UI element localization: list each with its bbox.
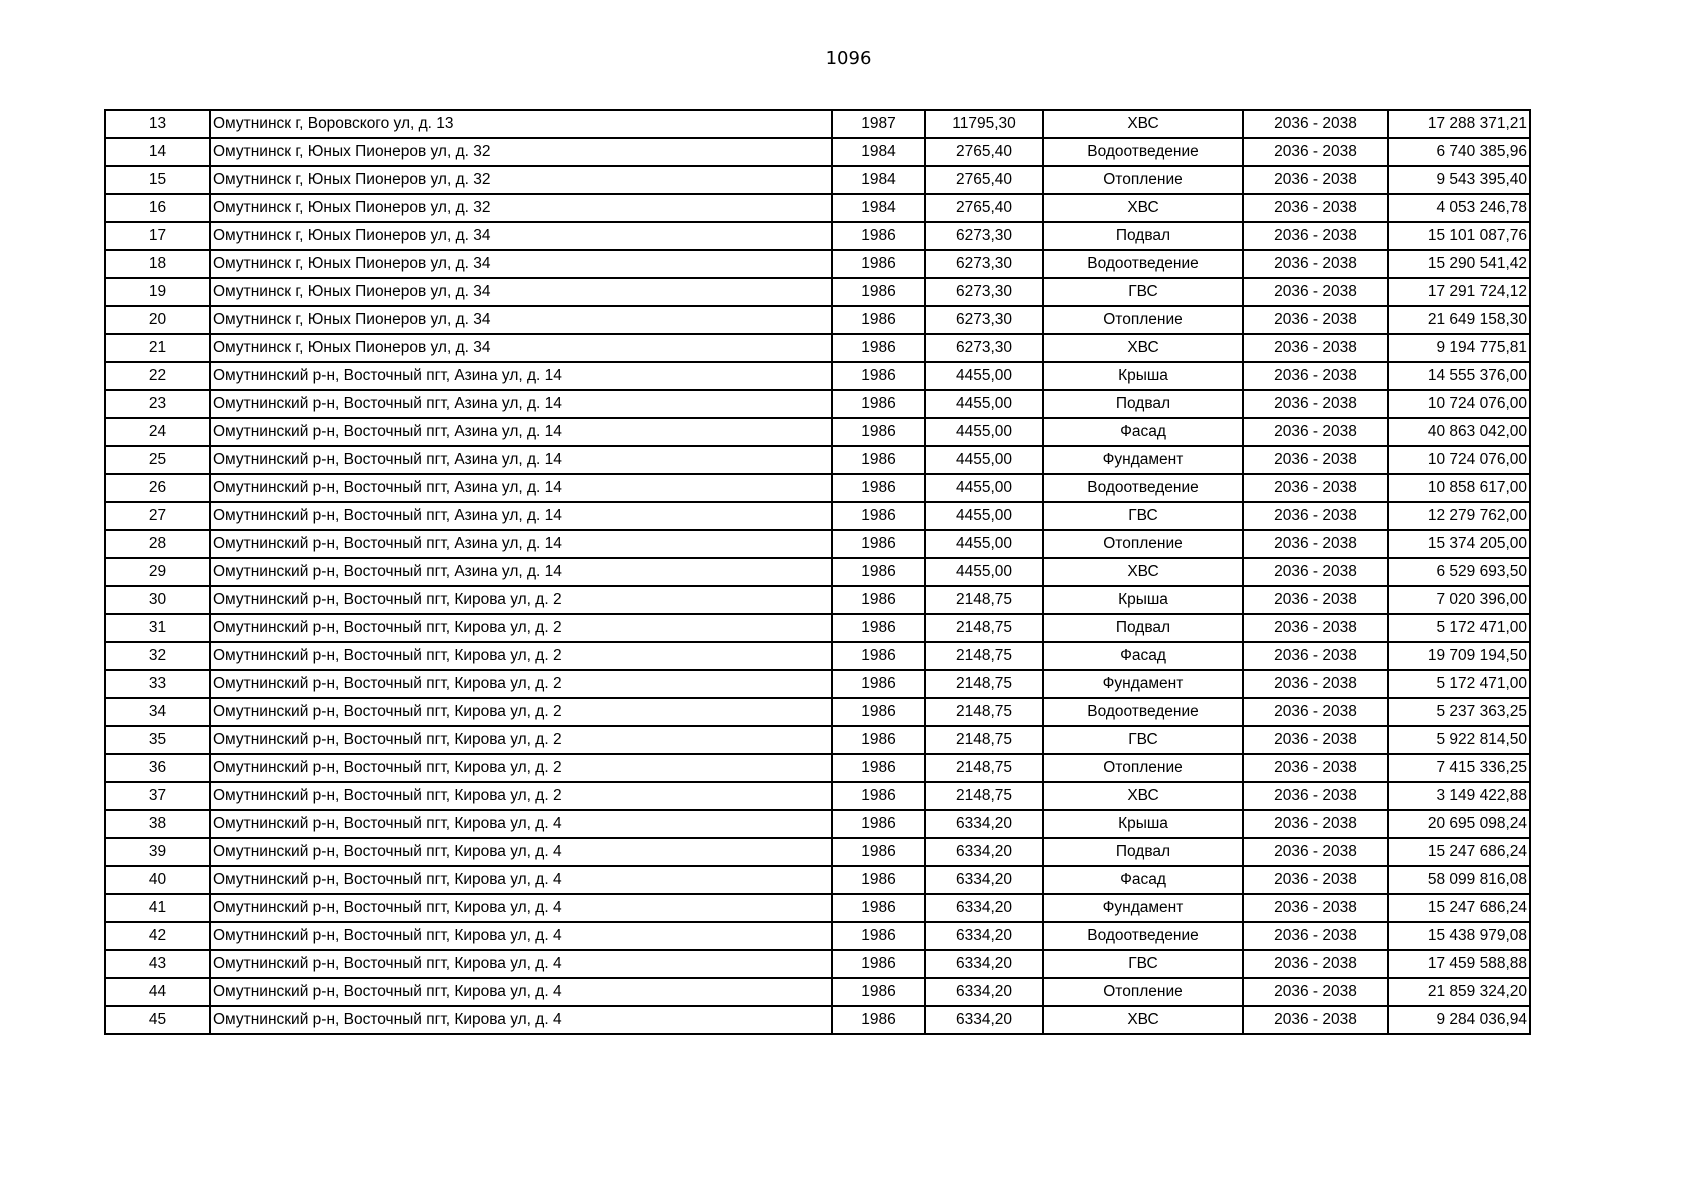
period-cell: 2036 - 2038: [1243, 614, 1388, 642]
work-type-cell: Крыша: [1043, 586, 1243, 614]
area-cell: 4455,00: [925, 418, 1043, 446]
work-type-cell: Отопление: [1043, 978, 1243, 1006]
area-cell: 2765,40: [925, 138, 1043, 166]
table-row: [105, 866, 1530, 894]
row-number-cell: 24: [105, 418, 210, 446]
table-row: [105, 334, 1530, 362]
year-cell: 1986: [832, 558, 925, 586]
address-cell: Омутнинский р-н, Восточный пгт, Кирова ул, д. 4: [210, 894, 832, 922]
year-cell: 1986: [832, 222, 925, 250]
page-number: 1096: [825, 48, 872, 69]
cost-cell: 17 459 588,88: [1388, 950, 1530, 978]
area-cell: 4455,00: [925, 362, 1043, 390]
cost-cell: 15 247 686,24: [1388, 838, 1530, 866]
address-cell: Омутнинский р-н, Восточный пгт, Азина ул, д. 14: [210, 418, 832, 446]
table-row: [105, 390, 1530, 418]
period-cell: 2036 - 2038: [1243, 362, 1388, 390]
row-number-cell: 37: [105, 782, 210, 810]
address-cell: Омутнинск г, Юных Пионеров ул, д. 34: [210, 334, 832, 362]
year-cell: 1986: [832, 670, 925, 698]
period-cell: 2036 - 2038: [1243, 950, 1388, 978]
period-cell: 2036 - 2038: [1243, 894, 1388, 922]
table-row: [105, 838, 1530, 866]
period-cell: 2036 - 2038: [1243, 334, 1388, 362]
cost-cell: 20 695 098,24: [1388, 810, 1530, 838]
year-cell: 1986: [832, 642, 925, 670]
period-cell: 2036 - 2038: [1243, 502, 1388, 530]
row-number-cell: 15: [105, 166, 210, 194]
table-row: [105, 306, 1530, 334]
period-cell: 2036 - 2038: [1243, 866, 1388, 894]
cost-cell: 6 529 693,50: [1388, 558, 1530, 586]
row-number-cell: 28: [105, 530, 210, 558]
cost-cell: 5 172 471,00: [1388, 670, 1530, 698]
area-cell: 6334,20: [925, 866, 1043, 894]
cost-cell: 9 543 395,40: [1388, 166, 1530, 194]
period-cell: 2036 - 2038: [1243, 922, 1388, 950]
cost-cell: 5 237 363,25: [1388, 698, 1530, 726]
table-row: [105, 502, 1530, 530]
year-cell: 1986: [832, 446, 925, 474]
row-number-cell: 16: [105, 194, 210, 222]
area-cell: 2148,75: [925, 614, 1043, 642]
row-number-cell: 13: [105, 110, 210, 138]
table-row: [105, 810, 1530, 838]
address-cell: Омутнинский р-н, Восточный пгт, Кирова ул, д. 4: [210, 866, 832, 894]
address-cell: Омутнинский р-н, Восточный пгт, Азина ул, д. 14: [210, 446, 832, 474]
row-number-cell: 19: [105, 278, 210, 306]
area-cell: 6273,30: [925, 334, 1043, 362]
period-cell: 2036 - 2038: [1243, 530, 1388, 558]
address-cell: Омутнинский р-н, Восточный пгт, Кирова ул, д. 4: [210, 978, 832, 1006]
year-cell: 1984: [832, 166, 925, 194]
cost-cell: 10 724 076,00: [1388, 446, 1530, 474]
work-type-cell: Фундамент: [1043, 446, 1243, 474]
address-cell: Омутнинский р-н, Восточный пгт, Азина ул, д. 14: [210, 502, 832, 530]
row-number-cell: 39: [105, 838, 210, 866]
table-row: [105, 950, 1530, 978]
cost-cell: 7 415 336,25: [1388, 754, 1530, 782]
year-cell: 1986: [832, 362, 925, 390]
row-number-cell: 20: [105, 306, 210, 334]
period-cell: 2036 - 2038: [1243, 222, 1388, 250]
period-cell: 2036 - 2038: [1243, 474, 1388, 502]
work-type-cell: ХВС: [1043, 782, 1243, 810]
table-row: [105, 782, 1530, 810]
period-cell: 2036 - 2038: [1243, 838, 1388, 866]
address-cell: Омутнинский р-н, Восточный пгт, Кирова ул, д. 2: [210, 726, 832, 754]
area-cell: 4455,00: [925, 502, 1043, 530]
area-cell: 2148,75: [925, 754, 1043, 782]
year-cell: 1986: [832, 250, 925, 278]
row-number-cell: 18: [105, 250, 210, 278]
row-number-cell: 35: [105, 726, 210, 754]
table-row: [105, 138, 1530, 166]
work-type-cell: ХВС: [1043, 334, 1243, 362]
row-number-cell: 22: [105, 362, 210, 390]
year-cell: 1986: [832, 810, 925, 838]
period-cell: 2036 - 2038: [1243, 390, 1388, 418]
row-number-cell: 25: [105, 446, 210, 474]
work-type-cell: Фундамент: [1043, 894, 1243, 922]
table-row: [105, 362, 1530, 390]
address-cell: Омутнинск г, Юных Пионеров ул, д. 32: [210, 166, 832, 194]
area-cell: 6334,20: [925, 1006, 1043, 1034]
address-cell: Омутнинский р-н, Восточный пгт, Азина ул, д. 14: [210, 362, 832, 390]
address-cell: Омутнинск г, Юных Пионеров ул, д. 34: [210, 306, 832, 334]
table-row: [105, 530, 1530, 558]
year-cell: 1986: [832, 530, 925, 558]
table-row: [105, 474, 1530, 502]
year-cell: 1986: [832, 586, 925, 614]
row-number-cell: 40: [105, 866, 210, 894]
work-type-cell: Крыша: [1043, 362, 1243, 390]
work-type-cell: Фасад: [1043, 418, 1243, 446]
year-cell: 1984: [832, 138, 925, 166]
cost-cell: 19 709 194,50: [1388, 642, 1530, 670]
year-cell: 1986: [832, 754, 925, 782]
period-cell: 2036 - 2038: [1243, 558, 1388, 586]
cost-cell: 4 053 246,78: [1388, 194, 1530, 222]
row-number-cell: 33: [105, 670, 210, 698]
cost-cell: 15 247 686,24: [1388, 894, 1530, 922]
table-row: [105, 922, 1530, 950]
table-row: [105, 446, 1530, 474]
area-cell: 2148,75: [925, 726, 1043, 754]
area-cell: 6334,20: [925, 978, 1043, 1006]
row-number-cell: 34: [105, 698, 210, 726]
work-type-cell: Крыша: [1043, 810, 1243, 838]
area-cell: 4455,00: [925, 446, 1043, 474]
year-cell: 1987: [832, 110, 925, 138]
cost-cell: 5 922 814,50: [1388, 726, 1530, 754]
year-cell: 1986: [832, 614, 925, 642]
period-cell: 2036 - 2038: [1243, 782, 1388, 810]
work-type-cell: Подвал: [1043, 614, 1243, 642]
table-row: [105, 1006, 1530, 1034]
year-cell: 1986: [832, 502, 925, 530]
work-type-cell: ХВС: [1043, 110, 1243, 138]
period-cell: 2036 - 2038: [1243, 586, 1388, 614]
cost-cell: 17 288 371,21: [1388, 110, 1530, 138]
address-cell: Омутнинск г, Юных Пионеров ул, д. 34: [210, 222, 832, 250]
year-cell: 1986: [832, 922, 925, 950]
period-cell: 2036 - 2038: [1243, 166, 1388, 194]
address-cell: Омутнинский р-н, Восточный пгт, Кирова ул, д. 2: [210, 782, 832, 810]
work-type-cell: Фасад: [1043, 642, 1243, 670]
year-cell: 1986: [832, 782, 925, 810]
period-cell: 2036 - 2038: [1243, 1006, 1388, 1034]
cost-cell: 14 555 376,00: [1388, 362, 1530, 390]
table-row: [105, 558, 1530, 586]
work-type-cell: Подвал: [1043, 390, 1243, 418]
row-number-cell: 21: [105, 334, 210, 362]
year-cell: 1986: [832, 838, 925, 866]
row-number-cell: 14: [105, 138, 210, 166]
area-cell: 2148,75: [925, 642, 1043, 670]
table-row: [105, 194, 1530, 222]
period-cell: 2036 - 2038: [1243, 670, 1388, 698]
table-row: [105, 894, 1530, 922]
table-row: [105, 110, 1530, 138]
work-type-cell: Водоотведение: [1043, 138, 1243, 166]
period-cell: 2036 - 2038: [1243, 978, 1388, 1006]
period-cell: 2036 - 2038: [1243, 642, 1388, 670]
cost-cell: 15 438 979,08: [1388, 922, 1530, 950]
table-row: [105, 754, 1530, 782]
address-cell: Омутнинский р-н, Восточный пгт, Кирова ул, д. 4: [210, 1006, 832, 1034]
cost-cell: 21 859 324,20: [1388, 978, 1530, 1006]
area-cell: 6273,30: [925, 250, 1043, 278]
cost-cell: 21 649 158,30: [1388, 306, 1530, 334]
area-cell: 11795,30: [925, 110, 1043, 138]
row-number-cell: 42: [105, 922, 210, 950]
work-type-cell: ГВС: [1043, 502, 1243, 530]
repair-schedule-table: [104, 109, 1531, 1035]
row-number-cell: 30: [105, 586, 210, 614]
area-cell: 6273,30: [925, 222, 1043, 250]
cost-cell: 5 172 471,00: [1388, 614, 1530, 642]
cost-cell: 15 101 087,76: [1388, 222, 1530, 250]
area-cell: 6334,20: [925, 922, 1043, 950]
area-cell: 2765,40: [925, 194, 1043, 222]
address-cell: Омутнинск г, Воровского ул, д. 13: [210, 110, 832, 138]
work-type-cell: Фасад: [1043, 866, 1243, 894]
address-cell: Омутнинск г, Юных Пионеров ул, д. 32: [210, 194, 832, 222]
address-cell: Омутнинский р-н, Восточный пгт, Кирова ул, д. 2: [210, 754, 832, 782]
period-cell: 2036 - 2038: [1243, 726, 1388, 754]
address-cell: Омутнинский р-н, Восточный пгт, Кирова ул, д. 2: [210, 698, 832, 726]
table-row: [105, 726, 1530, 754]
row-number-cell: 44: [105, 978, 210, 1006]
table-row: [105, 978, 1530, 1006]
area-cell: 6273,30: [925, 278, 1043, 306]
year-cell: 1986: [832, 950, 925, 978]
table-row: [105, 586, 1530, 614]
year-cell: 1986: [832, 278, 925, 306]
work-type-cell: ХВС: [1043, 1006, 1243, 1034]
cost-cell: 6 740 385,96: [1388, 138, 1530, 166]
address-cell: Омутнинск г, Юных Пионеров ул, д. 34: [210, 250, 832, 278]
work-type-cell: Отопление: [1043, 166, 1243, 194]
area-cell: 4455,00: [925, 390, 1043, 418]
period-cell: 2036 - 2038: [1243, 306, 1388, 334]
area-cell: 6273,30: [925, 306, 1043, 334]
row-number-cell: 32: [105, 642, 210, 670]
period-cell: 2036 - 2038: [1243, 278, 1388, 306]
cost-cell: 9 194 775,81: [1388, 334, 1530, 362]
work-type-cell: ХВС: [1043, 194, 1243, 222]
area-cell: 2148,75: [925, 782, 1043, 810]
row-number-cell: 17: [105, 222, 210, 250]
area-cell: 2148,75: [925, 670, 1043, 698]
year-cell: 1986: [832, 390, 925, 418]
year-cell: 1986: [832, 418, 925, 446]
address-cell: Омутнинск г, Юных Пионеров ул, д. 32: [210, 138, 832, 166]
cost-cell: 40 863 042,00: [1388, 418, 1530, 446]
row-number-cell: 43: [105, 950, 210, 978]
row-number-cell: 45: [105, 1006, 210, 1034]
address-cell: Омутнинский р-н, Восточный пгт, Кирова ул, д. 4: [210, 838, 832, 866]
work-type-cell: ГВС: [1043, 726, 1243, 754]
period-cell: 2036 - 2038: [1243, 810, 1388, 838]
area-cell: 6334,20: [925, 838, 1043, 866]
area-cell: 4455,00: [925, 530, 1043, 558]
period-cell: 2036 - 2038: [1243, 138, 1388, 166]
table-row: [105, 698, 1530, 726]
cost-cell: 3 149 422,88: [1388, 782, 1530, 810]
area-cell: 6334,20: [925, 950, 1043, 978]
area-cell: 6334,20: [925, 810, 1043, 838]
area-cell: 2148,75: [925, 586, 1043, 614]
year-cell: 1986: [832, 978, 925, 1006]
period-cell: 2036 - 2038: [1243, 698, 1388, 726]
table-body: [105, 110, 1530, 1034]
cost-cell: 15 374 205,00: [1388, 530, 1530, 558]
year-cell: 1986: [832, 866, 925, 894]
period-cell: 2036 - 2038: [1243, 250, 1388, 278]
row-number-cell: 23: [105, 390, 210, 418]
area-cell: 2765,40: [925, 166, 1043, 194]
area-cell: 6334,20: [925, 894, 1043, 922]
period-cell: 2036 - 2038: [1243, 446, 1388, 474]
cost-cell: 10 724 076,00: [1388, 390, 1530, 418]
row-number-cell: 41: [105, 894, 210, 922]
work-type-cell: Водоотведение: [1043, 922, 1243, 950]
address-cell: Омутнинский р-н, Восточный пгт, Кирова ул, д. 4: [210, 922, 832, 950]
row-number-cell: 29: [105, 558, 210, 586]
table-row: [105, 222, 1530, 250]
table-row: [105, 418, 1530, 446]
row-number-cell: 26: [105, 474, 210, 502]
year-cell: 1986: [832, 1006, 925, 1034]
year-cell: 1986: [832, 726, 925, 754]
work-type-cell: ГВС: [1043, 950, 1243, 978]
period-cell: 2036 - 2038: [1243, 754, 1388, 782]
address-cell: Омутнинский р-н, Восточный пгт, Кирова ул, д. 2: [210, 614, 832, 642]
work-type-cell: ГВС: [1043, 278, 1243, 306]
work-type-cell: Водоотведение: [1043, 474, 1243, 502]
year-cell: 1986: [832, 894, 925, 922]
address-cell: Омутнинский р-н, Восточный пгт, Кирова ул, д. 2: [210, 642, 832, 670]
period-cell: 2036 - 2038: [1243, 194, 1388, 222]
row-number-cell: 36: [105, 754, 210, 782]
row-number-cell: 38: [105, 810, 210, 838]
table-row: [105, 166, 1530, 194]
work-type-cell: Водоотведение: [1043, 250, 1243, 278]
cost-cell: 12 279 762,00: [1388, 502, 1530, 530]
year-cell: 1986: [832, 474, 925, 502]
cost-cell: 17 291 724,12: [1388, 278, 1530, 306]
year-cell: 1986: [832, 334, 925, 362]
period-cell: 2036 - 2038: [1243, 418, 1388, 446]
table-row: [105, 278, 1530, 306]
address-cell: Омутнинский р-н, Восточный пгт, Кирова ул, д. 2: [210, 586, 832, 614]
work-type-cell: Подвал: [1043, 222, 1243, 250]
cost-cell: 10 858 617,00: [1388, 474, 1530, 502]
work-type-cell: Подвал: [1043, 838, 1243, 866]
table-row: [105, 614, 1530, 642]
address-cell: Омутнинский р-н, Восточный пгт, Кирова ул, д. 4: [210, 810, 832, 838]
work-type-cell: Отопление: [1043, 530, 1243, 558]
work-type-cell: ХВС: [1043, 558, 1243, 586]
work-type-cell: Водоотведение: [1043, 698, 1243, 726]
address-cell: Омутнинск г, Юных Пионеров ул, д. 34: [210, 278, 832, 306]
year-cell: 1986: [832, 306, 925, 334]
cost-cell: 7 020 396,00: [1388, 586, 1530, 614]
work-type-cell: Фундамент: [1043, 670, 1243, 698]
address-cell: Омутнинский р-н, Восточный пгт, Азина ул, д. 14: [210, 558, 832, 586]
work-type-cell: Отопление: [1043, 754, 1243, 782]
cost-cell: 58 099 816,08: [1388, 866, 1530, 894]
area-cell: 4455,00: [925, 558, 1043, 586]
cost-cell: 15 290 541,42: [1388, 250, 1530, 278]
row-number-cell: 27: [105, 502, 210, 530]
row-number-cell: 31: [105, 614, 210, 642]
year-cell: 1986: [832, 698, 925, 726]
table-row: [105, 250, 1530, 278]
table-row: [105, 642, 1530, 670]
address-cell: Омутнинский р-н, Восточный пгт, Азина ул, д. 14: [210, 390, 832, 418]
area-cell: 2148,75: [925, 698, 1043, 726]
cost-cell: 9 284 036,94: [1388, 1006, 1530, 1034]
work-type-cell: Отопление: [1043, 306, 1243, 334]
period-cell: 2036 - 2038: [1243, 110, 1388, 138]
address-cell: Омутнинский р-н, Восточный пгт, Кирова ул, д. 2: [210, 670, 832, 698]
address-cell: Омутнинский р-н, Восточный пгт, Азина ул, д. 14: [210, 474, 832, 502]
table-row: [105, 670, 1530, 698]
address-cell: Омутнинский р-н, Восточный пгт, Кирова ул, д. 4: [210, 950, 832, 978]
year-cell: 1984: [832, 194, 925, 222]
address-cell: Омутнинский р-н, Восточный пгт, Азина ул, д. 14: [210, 530, 832, 558]
area-cell: 4455,00: [925, 474, 1043, 502]
